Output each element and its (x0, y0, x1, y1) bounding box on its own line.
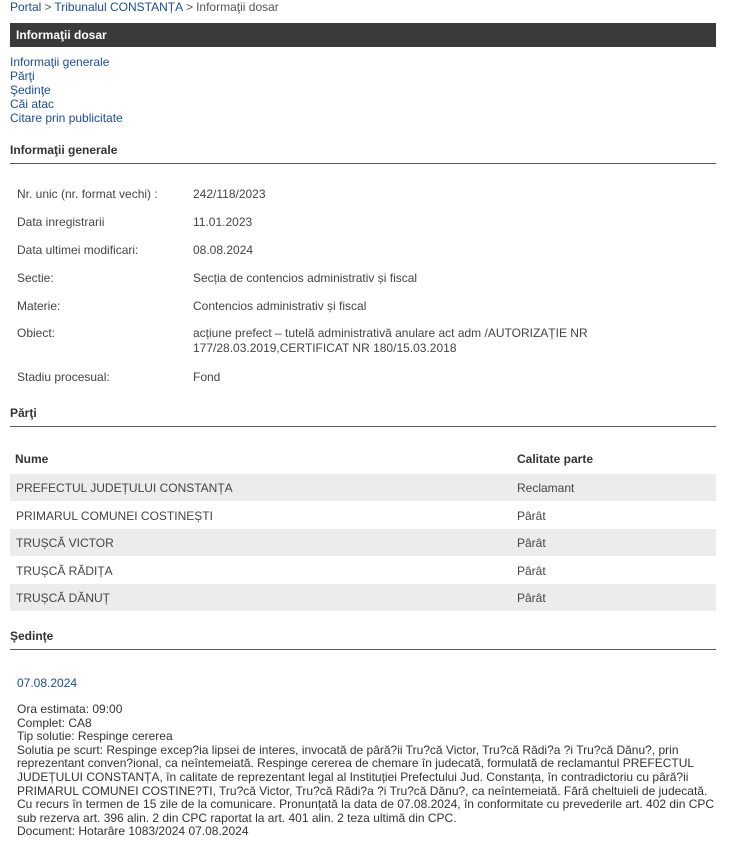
breadcrumb-separator: > (186, 0, 194, 14)
table-row (10, 557, 716, 584)
info-label: Data ultimei modificari: (17, 243, 139, 257)
nav-link-cai-atac[interactable]: Căi atac (10, 97, 55, 111)
info-value: Fond (193, 370, 221, 384)
party-name: TRUȘCĂ DĂNUȚ (16, 591, 111, 605)
party-name: PRIMARUL COMUNEI COSTINEȘTI (16, 509, 213, 523)
info-value: 242/118/2023 (193, 187, 266, 201)
section-heading-sedinte: Şedinţe (10, 629, 716, 650)
sedinta-document: Document: Hotarâre 1083/2024 07.08.2024 (17, 824, 249, 839)
table-row (10, 474, 716, 501)
party-role: Reclamant (517, 481, 575, 495)
info-value: Contencios administrativ și fiscal (193, 299, 367, 313)
party-role: Pârât (517, 591, 546, 605)
sedinta-tip-solutie: Tip solutie: Respinge cererea (17, 729, 173, 744)
party-name: TRUȘCĂ VICTOR (16, 536, 114, 550)
table-row (10, 502, 716, 529)
party-name: PREFECTUL JUDEȚULUI CONSTANȚA (16, 481, 233, 495)
column-header-nume: Nume (15, 452, 49, 466)
sedinta-complet: Complet: CA8 (17, 715, 92, 730)
section-nav (10, 55, 123, 125)
info-value: 11.01.2023 (193, 215, 253, 229)
info-label: Obiect: (17, 326, 56, 340)
nav-link-informatii-generale[interactable]: Informaţii generale (10, 55, 110, 69)
party-role: Pârât (517, 564, 546, 578)
section-heading-general: Informaţii generale (10, 143, 716, 164)
nav-link-sedinte[interactable]: Şedinţe (10, 83, 51, 97)
column-header-calitate: Calitate parte (517, 452, 594, 466)
party-name: TRUȘCĂ RĂDIȚA (16, 564, 113, 578)
table-row (10, 584, 716, 611)
info-value: acțiune prefect – tutelă administrativă anulare act adm /AUTORIZAȚIE NR 177/28.03.2019,CERTIFICAT NR 180/15.03.2018 (193, 326, 588, 355)
breadcrumb-separator: > (44, 0, 52, 14)
breadcrumb (10, 0, 279, 14)
info-label: Sectie: (17, 271, 54, 285)
parti-table-header (10, 448, 716, 472)
party-role: Pârât (517, 509, 546, 523)
page-title: Informaţii dosar (16, 28, 107, 42)
breadcrumb-tribunal-link[interactable]: Tribunalul CONSTANȚA (54, 0, 184, 14)
nav-link-parti[interactable]: Părţi (10, 69, 35, 83)
sedinta-solutie: Solutia pe scurt: Respinge excep?ia lipsei de interes, invocată de pâră?ii Tru?că Victor, Tru?că Rădi?a ?i Tru?că Dănu?, prin reprezentant conven?ional, ca neîntemeiată. Respinge cererea de chemare în judecată, formulată de reclamantul PREFECTUL JUDEȚULUI CONSTANȚA, în calitate de reprezentant legal al Instituției Prefectului Jud. Constanța, în contradictoriu cu pâră?ii PRIMARUL COMUNEI COSTINE?TI, Tru?că Victor, Tru?că Rădi?a ?i Tru?că Dănu?, ca neîntemeiată. Fără cheltuieli de judecată. Cu recurs în termen de 15 zile de la comunicare. Pronunțată la data de 07.08.2024, în conformitate cu prevederile art. 402 din CPC sub rezerva art. 396 alin. 2 din CPC raportat la art. 401 alin. 2 teza ultimă din CPC. (17, 742, 715, 825)
nav-link-citare-publicitate[interactable]: Citare prin publicitate (10, 111, 123, 125)
info-value: 08.08.2024 (193, 243, 254, 257)
sedinta-details (17, 703, 717, 839)
table-row (10, 529, 716, 556)
info-label: Materie: (17, 299, 61, 313)
breadcrumb-portal-link[interactable]: Portal (10, 0, 42, 14)
info-label: Stadiu procesual: (17, 370, 110, 384)
info-label: Nr. unic (nr. format vechi) : (17, 187, 158, 201)
page-title-bar (10, 23, 716, 47)
party-role: Pârât (517, 536, 546, 550)
sedinta-date: 07.08.2024 (17, 676, 78, 690)
section-heading-parti: Părţi (10, 406, 716, 427)
info-value: Secția de contencios administrativ și fiscal (193, 271, 418, 285)
breadcrumb-current: Informaţii dosar (196, 0, 279, 14)
sedinta-ora: Ora estimata: 09:00 (17, 702, 123, 716)
info-label: Data inregistrarii (17, 215, 105, 229)
